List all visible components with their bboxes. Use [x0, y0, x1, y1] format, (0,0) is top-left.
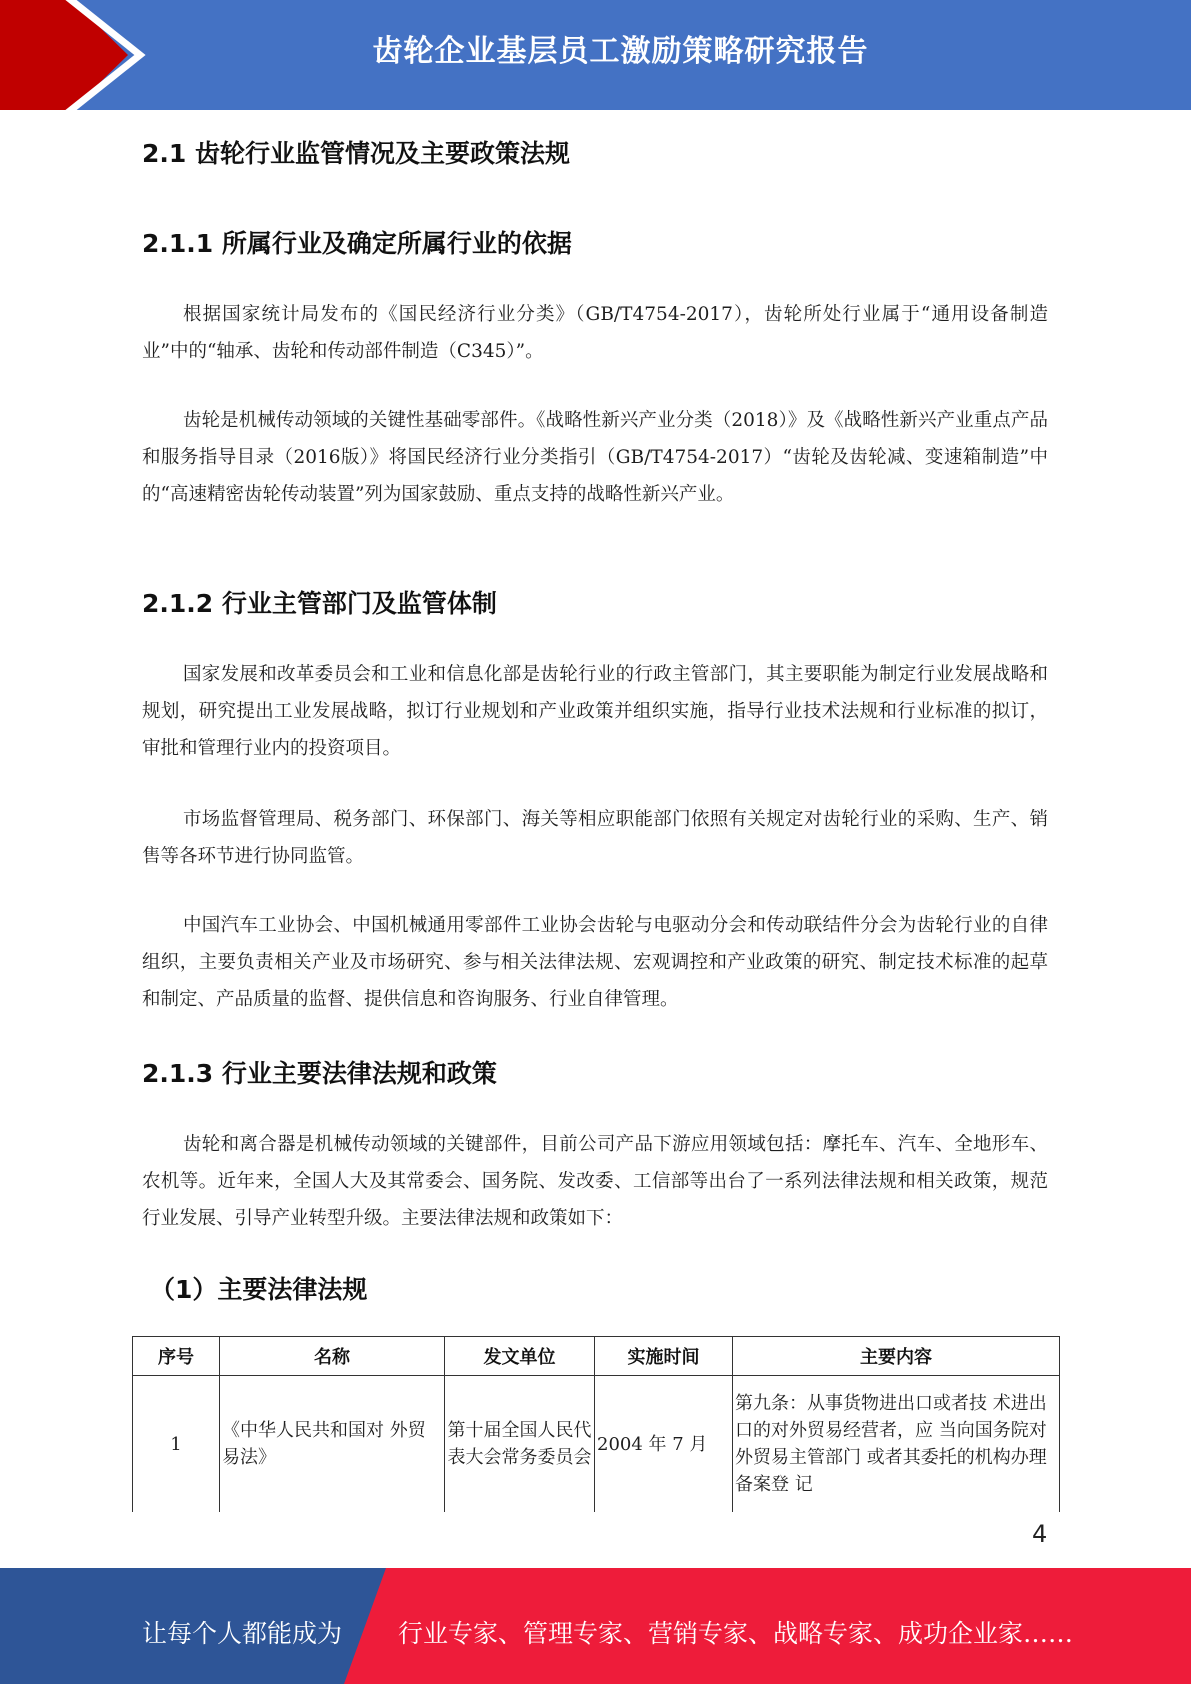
cell-issuer: 第十届全国人民代表大会常务委员会 — [445, 1376, 595, 1513]
section-heading-2-1-3: 2.1.3 行业主要法律法规和政策 — [142, 1059, 497, 1088]
cell-content: 第九条：从事货物进出口或者技 术进出口的对外贸易经营者，应 当向国务院对外贸易主管部门 或者其委托的机构办理备案登 记 — [733, 1376, 1060, 1513]
paragraph-laws-intro: 齿轮和离合器是机械传动领域的关键部件，目前公司产品下游应用领域包括：摩托车、汽车、全地形车、农机等。近年来，全国人大及其常委会、国务院、发改委、工信部等出台了一系列法律法规和相关政策，规范行业发展、引导产业转型升级。主要法律法规和政策如下： — [142, 1134, 1048, 1229]
section-heading-2-1: 2.1 齿轮行业监管情况及主要政策法规 — [142, 139, 570, 168]
cell-date: 2004 年 7 月 — [595, 1376, 733, 1513]
header-content: 主要内容 — [733, 1337, 1060, 1376]
footer-slogan-left: 让每个人都能成为 — [142, 1619, 343, 1648]
paragraph-gear-strategic-industry: 齿轮是机械传动领域的关键性基础零部件。《战略性新兴产业分类（2018）》及《战略性新兴产业重点产品和服务指导目录（2016版）》将国民经济行业分类指引（GB/T4754-2017）“齿轮及齿轮减、变速箱制造”中的“高速精密齿轮传动装置”列为国家鼓励、重点支持的战略性新兴产业。 — [142, 410, 1048, 505]
cell-no: 1 — [133, 1376, 220, 1513]
header-no: 序号 — [133, 1337, 220, 1376]
table-header-row — [133, 1337, 1060, 1376]
laws-table — [132, 1336, 1060, 1512]
paragraph-industry-classification: 根据国家统计局发布的《国民经济行业分类》（GB/T4754-2017），齿轮所处行业属于“通用设备制造业”中的“轴承、齿轮和传动部件制造（C345）”。 — [142, 304, 1048, 362]
subsection-main-laws: （1）主要法律法规 — [150, 1275, 368, 1304]
section-heading-2-1-1: 2.1.1 所属行业及确定所属行业的依据 — [142, 229, 572, 258]
report-title: 齿轮企业基层员工激励策略研究报告 — [372, 34, 869, 69]
paragraph-self-regulatory-orgs: 中国汽车工业协会、中国机械通用零部件工业协会齿轮与电驱动分会和传动联结件分会为齿轮行业的自律组织，主要负责相关产业及市场研究、参与相关法律法规、宏观调控和产业政策的研究、制定技术标准的起草和制定、产品质量的监督、提供信息和咨询服务、行业自律管理。 — [142, 915, 1048, 1010]
footer-slogan-right: 行业专家、管理专家、营销专家、战略专家、成功企业家…… — [398, 1619, 1074, 1648]
paragraph-authorities: 国家发展和改革委员会和工业和信息化部是齿轮行业的行政主管部门，其主要职能为制定行业发展战略和规划，研究提出工业发展战略，拟订行业规划和产业政策并组织实施，指导行业技术法规和行业标准的拟订，审批和管理行业内的投资项目。 — [142, 664, 1048, 759]
header-name: 名称 — [220, 1337, 445, 1376]
page-number: 4 — [1032, 1520, 1048, 1548]
header-issuer: 发文单位 — [445, 1337, 595, 1376]
paragraph-coordinated-supervision: 市场监督管理局、税务部门、环保部门、海关等相应职能部门依照有关规定对齿轮行业的采购、生产、销售等各环节进行协同监管。 — [142, 809, 1048, 867]
page-footer — [0, 1568, 1191, 1684]
page-header — [0, 0, 1191, 110]
header-date: 实施时间 — [595, 1337, 733, 1376]
section-heading-2-1-2: 2.1.2 行业主管部门及监管体制 — [142, 589, 497, 618]
cell-name: 《中华人民共和国对 外贸易法》 — [220, 1376, 445, 1513]
table-row — [133, 1376, 1060, 1513]
